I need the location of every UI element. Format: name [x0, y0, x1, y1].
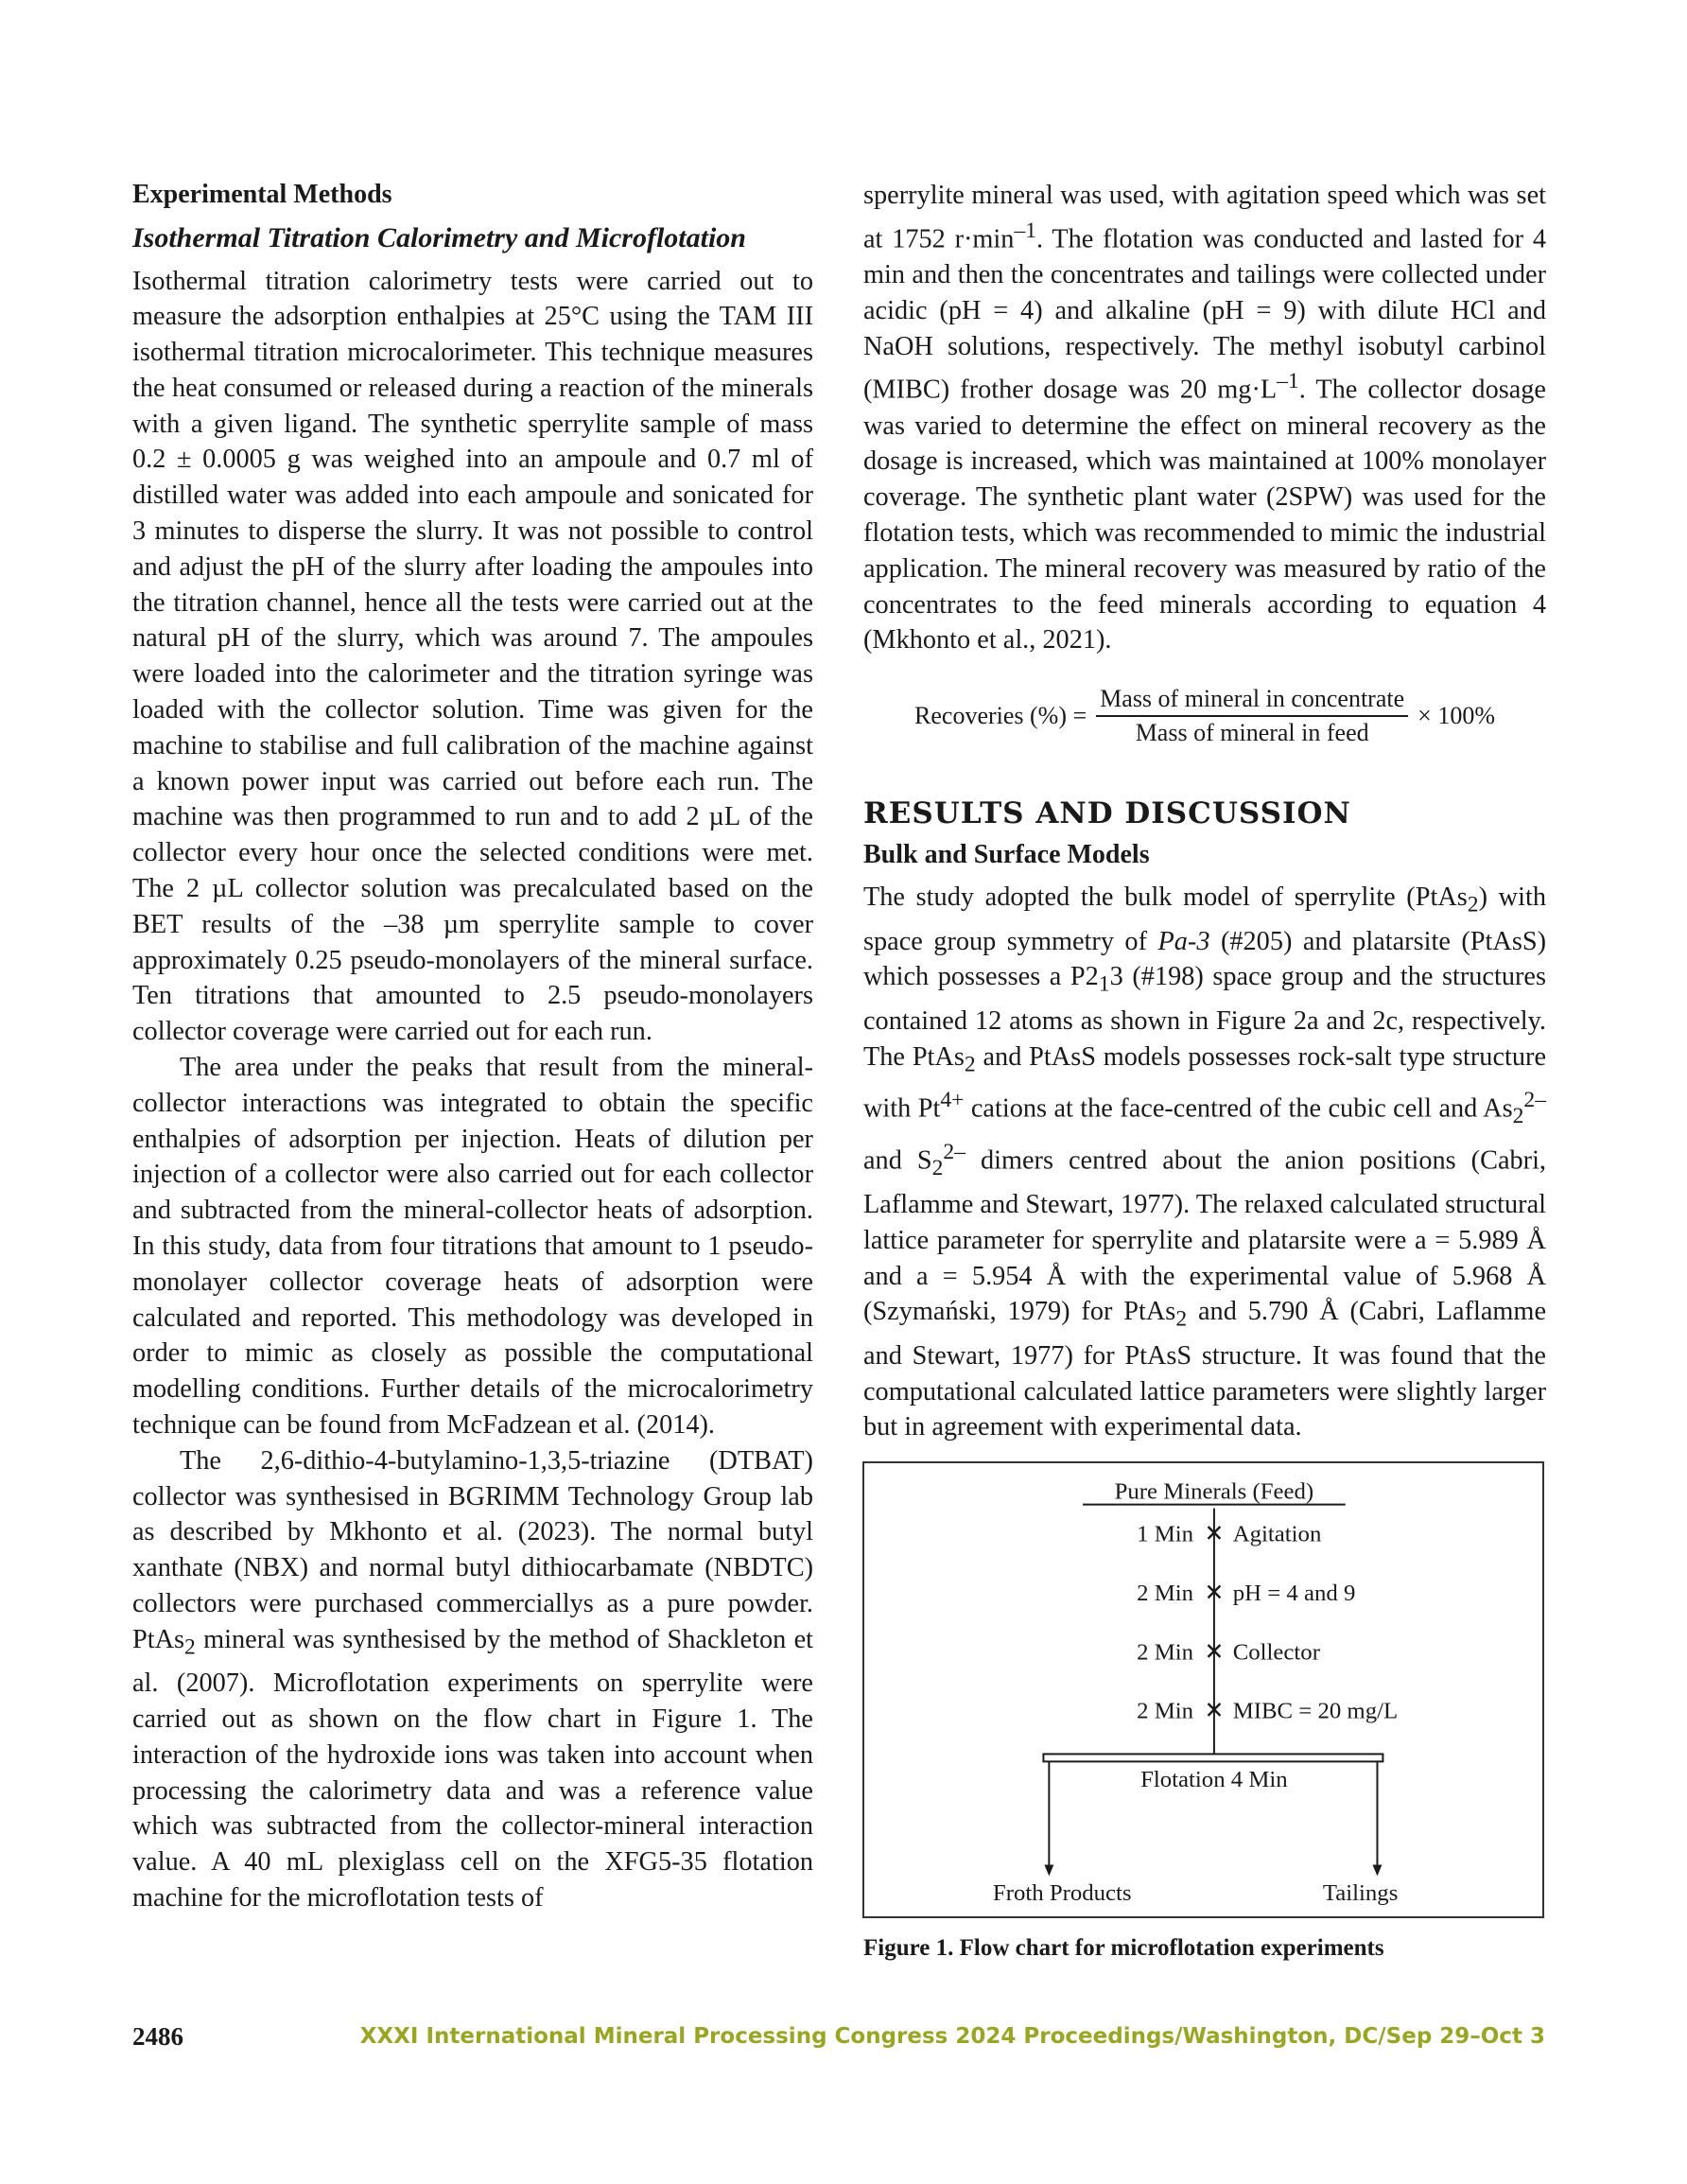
flow-step-time: 2 Min: [1137, 1580, 1194, 1606]
flow-step-cross-icon: ✕: [1204, 1698, 1225, 1724]
equation-lhs: Recoveries (%) =: [914, 702, 1087, 730]
left-column: [132, 178, 813, 1916]
flow-step-cross-icon: ✕: [1204, 1639, 1225, 1666]
figure-flow-chart: [862, 1461, 1544, 1918]
flow-step-cross-icon: ✕: [1204, 1521, 1225, 1547]
flotation-bar: [1043, 1754, 1383, 1761]
paragraph-enthalpy: The area under the peaks that result from the mineral-collector interactions was integrated to obtain the specific enthalpies of adsorption per injection. Heats of dilution per injection of a collector were also carried out for each collector and subtracted from the mineral-collector heats of adsorption. In this study, data from four titrations that amount to 1 pseudo-monolayer collector coverage heats of adsorption were calculated and reported. This methodology was developed in order to mimic as closely as possible the computational modelling conditions. Further details of the microcalorimetry technique can be found from McFadzean et al. (2014).: [132, 1053, 813, 1440]
flow-step-4: [1137, 1699, 1398, 1724]
subsection-title-bulk-models: Bulk and Surface Models: [863, 840, 1150, 870]
flow-step-label: pH = 4 and 9: [1232, 1580, 1356, 1606]
tailings-arrow-head: [1373, 1864, 1383, 1876]
flotation-label: Flotation 4 Min: [1140, 1767, 1288, 1793]
recovery-equation: [863, 685, 1546, 747]
subsection-title-itc: Isothermal Titration Calorimetry and Microflotation: [132, 222, 746, 253]
froth-products-label: Froth Products: [992, 1880, 1132, 1907]
tailings-label: Tailings: [1322, 1880, 1399, 1907]
flow-step-time: 1 Min: [1137, 1521, 1194, 1547]
flow-step-label: Agitation: [1232, 1521, 1322, 1547]
flow-step-cross-icon: ✕: [1204, 1580, 1225, 1606]
flow-step-label: Collector: [1232, 1639, 1320, 1666]
flow-step-time: 2 Min: [1137, 1698, 1194, 1724]
right-column: [863, 178, 1546, 1445]
page-number: 2486: [132, 2022, 183, 2051]
paragraph-itc-method: Isothermal titration calorimetry tests were carried out to measure the adsorption enthalpies at 25°C using the TAM III isothermal titration microcalorimeter. This technique measures the heat consumed or released during a reaction of the minerals with a given ligand. The synthetic sperrylite sample of mass 0.2 ± 0.0005 g was weighed into an ampoule and 0.7 ml of distilled water was added into each ampoule and sonicated for 3 minutes to disperse the slurry. It was not possible to control and adjust the pH of the slurry after loading the ampoules into the titration channel, hence all the tests were carried out at the natural pH of the slurry, which was around 7. The ampoules were loaded into the calorimeter and the titration syringe was loaded with the collector solution. Time was given for the machine to stabilise and full calibration of the machine against a known power input was carried out before each run. The machine was then programmed to run and to add 2 µL of the collector every hour once the selected conditions were met. The 2 µL collector solution was precalculated based on the BET results of the –38 µm sperrylite sample to cover approximately 0.25 pseudo-monolayers of the mineral surface. Ten titrations that amounted to 2.5 pseudo-monolayers collector coverage were carried out for each run.: [132, 266, 813, 1047]
froth-arrow-head: [1044, 1864, 1053, 1876]
equation-rhs: × 100%: [1417, 702, 1495, 730]
equation-denominator: Mass of mineral in feed: [1135, 719, 1369, 747]
figure-caption: Figure 1. Flow chart for microflotation experiments: [863, 1935, 1384, 1961]
paragraph-collectors: The 2,6-dithio-4-butylamino-1,3,5-triazine (DTBAT) collector was synthesised in BGRIMM Technology Group lab as described by Mkhonto et al. (2023). The normal butyl xanthate (NBX) and normal butyl dithiocarbamate (NBDTC) collectors were purchased commerciallys as a pure powder. PtAs$_2$ mineral was synthesised by the method of Shackleton et al. (2007). Microflotation experiments on sperrylite were carried out as shown on the flow chart in Figure 1. The interaction of the hydroxide ions was taken into account when processing the calorimetry data and was a reference value which was subtracted from the collector-mineral interaction value. A 40 mL plexiglass cell on the XFG5-35 flotation machine for the microflotation tests of: [132, 1445, 813, 1913]
conference-footer: XXXI International Mineral Processing Congress 2024 Proceedings/Washington, DC/Sep 29–Oct 3: [359, 2024, 1545, 2049]
flow-step-1: [1137, 1521, 1322, 1546]
paragraph-bulk-models: The study adopted the bulk model of sperrylite (PtAs$_2$) with space group symmetry of Pa-3 (#205) and platarsite (PtAsS) which possesses a $P2_13$ (#198) space group and the structures contained 12 atoms as shown in Figure 2a and 2c, respectively. The PtAs$_2$ and PtAsS models possesses rock-salt type structure with $Pt^{4+}$ cations at the face-centred of the cubic cell and $As_2^{2-}$ and $S_2^{2-}$ dimers centred about the anion positions (Cabri, Laflamme and Stewart, 1977). The relaxed calculated structural lattice parameter for sperrylite and platarsite were a = 5.989 Å and a = 5.954 Å with the experimental value of 5.968 Å (Szymański, 1979) for PtAs$_2$ and 5.790 Å (Cabri, Laflamme and Stewart, 1977) for PtAsS structure. It was found that the computational calculated lattice parameters were slightly larger but in agreement with experimental data.: [863, 882, 1547, 1442]
equation-fraction: [1096, 685, 1408, 747]
section-title-experimental-methods: Experimental Methods: [132, 180, 392, 209]
flow-step-2: [1137, 1581, 1355, 1606]
equation-numerator: Mass of mineral in concentrate: [1096, 685, 1408, 717]
paragraph-flotation-conditions: sperrylite mineral was used, with agitation speed which was set at 1752 $r\cdot\min^{-1}$. The flotation was conducted and lasted for 4 min and then the concentrates and tailings were collected under acidic (pH = 4) and alkaline (pH = 9) with dilute HCl and NaOH solutions, respectively. The methyl isobutyl carbinol (MIBC) frother dosage was 20 $mg\cdot L^{-1}$. The collector dosage was varied to determine the effect on mineral recovery as the dosage is increased, which was maintained at 100% monolayer coverage. The synthetic plant water (2SPW) was used for the flotation tests, which was recommended to mimic the industrial application. The mineral recovery was measured by ratio of the concentrates to the feed minerals according to equation 4 (Mkhonto et al., 2021).: [863, 181, 1546, 655]
flow-title: Pure Minerals (Feed): [1114, 1478, 1314, 1505]
results-section-title: RESULTS AND DISCUSSION: [863, 796, 1351, 831]
flow-step-3: [1137, 1639, 1321, 1665]
flow-step-label: MIBC = 20 mg/L: [1232, 1698, 1399, 1724]
flow-step-time: 2 Min: [1137, 1639, 1194, 1666]
